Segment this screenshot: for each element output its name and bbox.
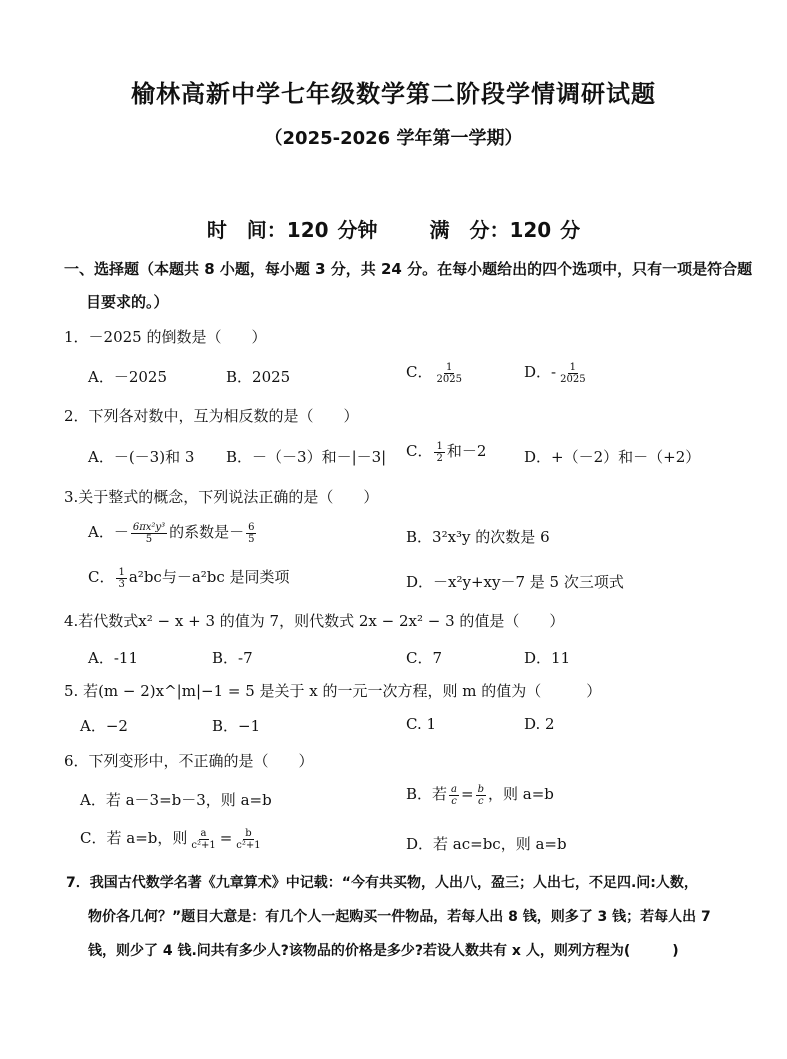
q3-a-fraction2 [246,522,256,545]
q6-b-den1: c [451,795,457,807]
q3-option-a [88,521,258,545]
exam-info [0,214,787,243]
section-heading-cont: 目要求的。） [86,293,169,311]
q1-c-prefix: C． [406,363,433,381]
q6-option-d: D．若 ac=bc，则 a=b [406,835,567,853]
q2-option-b: B．－（－3）和－|－3| [226,448,387,466]
q3-c-prefix: C． [88,568,115,586]
question-2-stem: 2．下列各对数中，互为相反数的是（ ） [64,407,359,425]
q3-c-den: 3 [118,578,125,590]
q6-c-prefix: C．若 a=b，则 [80,829,188,847]
q6-option-b [406,783,554,807]
q3-a-num2: 6 [248,521,255,533]
q4-option-a: A．-11 [88,649,138,667]
q6-c-den1: c²+1 [191,839,216,851]
section-heading: 一、选择题（本题共 8 小题，每小题 3 分，共 24 分。在每小题给出的四个选项中，只有一项是符合题 [64,260,753,278]
q1-c-fraction [434,362,463,385]
q3-a-num: 6πx²y³ [132,521,166,533]
q5-option-a: A．−2 [80,717,128,735]
question-7-line3: 钱，则少了 4 钱.问共有多少人?该物品的价格是多少?若设人数共有 x 人，则列方程为( ) [88,943,679,959]
q3-a-mid: 的系数是－ [169,523,245,541]
score-label: 满 分：120 分 [429,218,581,242]
q1-option-b: B．2025 [226,368,291,386]
q2-c-den: 2 [436,452,443,464]
q6-b-num2: b [477,783,484,795]
question-7-line1: 7．我国古代数学名著《九章算术》中记载：“今有共买物，人出八，盈三；人出七，不足四.问:人数， [66,875,698,891]
q6-c-fraction2 [234,828,262,851]
q3-a-prefix: A．－ [88,523,129,541]
q2-c-num: 1 [436,440,443,452]
q6-c-num2: b [245,827,252,839]
q3-c-num: 1 [118,566,125,578]
q6-b-prefix: B．若 [406,785,448,803]
q3-option-c [88,566,290,590]
q1-option-d [524,361,590,385]
q6-b-suffix: ，则 a=b [487,785,554,803]
q3-option-b: B．3²x³y 的次数是 6 [406,528,550,546]
q2-option-a: A．－(－3)和 3 [88,448,195,466]
question-4-stem: 4.若代数式x² − x + 3 的值为 7，则代数式 2x − 2x² − 3 的值是（ ） [64,612,565,630]
q1-option-a: A．－2025 [88,368,168,386]
q1-d-den: 2025 [560,373,586,385]
q3-c-fraction [116,567,126,590]
question-7-line2: 物价各几何？”题目大意是：有几个人一起购买一件物品，若每人出 8 钱，则多了 3 钱；若每人出 7 [88,909,711,925]
q1-c-num: 1 [446,361,453,373]
q6-c-num1: a [200,827,207,839]
question-6-stem: 6．下列变形中，不正确的是（ ） [64,752,314,770]
q1-d-num: 1 [569,361,577,373]
q6-b-fraction1 [449,784,459,807]
q6-c-fraction1 [189,828,217,851]
q4-option-c: C．7 [406,649,443,667]
q6-b-eq: = [461,785,474,803]
exam-title: 榆林高新中学七年级数学第二阶段学情调研试题 [131,80,656,108]
time-label: 时 间：120 分钟 [206,218,378,242]
q5-option-d: D. 2 [524,715,555,733]
question-3-stem: 3.关于整式的概念，下列说法正确的是（ ） [64,488,379,506]
exam-subtitle: （2025-2026 学年第一学期） [264,128,523,149]
q1-c-den: 2025 [436,373,462,385]
q3-a-den: 5 [145,533,153,545]
q2-option-c [406,440,486,464]
q2-c-suffix: 和－2 [446,442,487,460]
q6-option-a: A．若 a－3=b－3，则 a=b [80,791,272,809]
q5-option-c: C. 1 [406,715,437,733]
q5-option-b: B．−1 [212,717,261,735]
q4-option-d: D．11 [524,649,571,667]
q2-option-d: D．+（－2）和－（+2） [524,448,701,466]
q1-option-c [406,361,466,385]
q4-option-b: B．-7 [212,649,253,667]
q2-c-fraction [434,441,444,464]
question-5-stem: 5. 若(m − 2)x^|m|−1 = 5 是关于 x 的一元一次方程，则 m 的值为（ ） [64,682,602,700]
q1-d-fraction [558,362,587,385]
q6-option-c [80,827,265,851]
q6-c-eq: = [219,829,233,847]
q6-c-den2: c²+1 [236,839,261,851]
q3-a-fraction [131,522,167,545]
q6-b-den2: c [477,795,484,807]
q6-b-fraction2 [476,784,486,807]
q3-option-d: D．－x²y+xy－7 是 5 次三项式 [406,573,624,591]
q1-d-prefix: D．- [524,363,557,381]
question-1-stem: 1．－2025 的倒数是（ ） [64,328,267,346]
q3-a-den2: 5 [248,533,255,545]
q3-c-suffix: a²bc与－a²bc 是同类项 [128,568,290,586]
q6-b-num1: a [451,783,457,795]
q2-c-prefix: C． [406,442,433,460]
